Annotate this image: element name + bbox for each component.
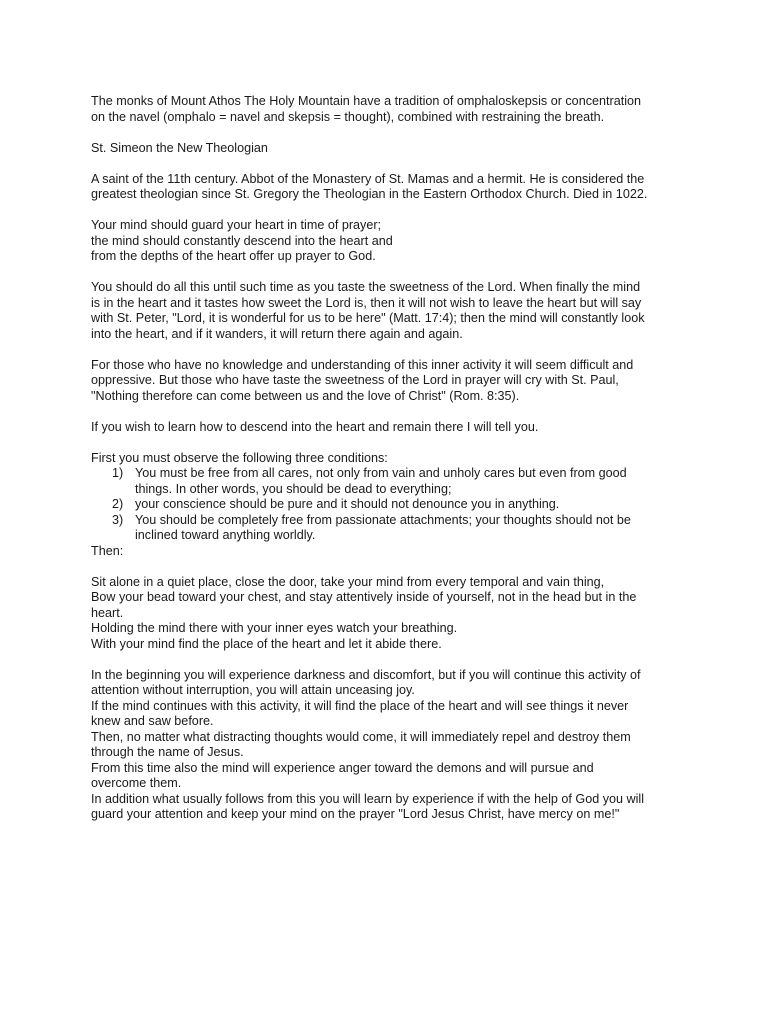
text-line: greatest theologian since St. Gregory the Theologian in the Eastern Orthodox Church. Died in 1022.	[91, 187, 648, 201]
intro-paragraph	[91, 94, 681, 125]
text-line: into the heart, and if it wanders, it will return there again and again.	[91, 326, 463, 341]
text-line: "Nothing therefore can come between us and the love of Christ" (Rom. 8:35).	[91, 388, 520, 403]
text-line: oppressive. But those who have taste the sweetness of the Lord in prayer will cry with St. Paul,	[91, 373, 619, 387]
text-line: through the name of Jesus.	[91, 745, 244, 759]
text-line: In the beginning you will experience darkness and discomfort, but if you will continue this activity of	[91, 667, 641, 682]
document-page	[91, 94, 681, 838]
text-line: your conscience should be pure and it should not denounce you in anything.	[135, 497, 560, 511]
sweetness-paragraph	[91, 280, 681, 342]
outcome-paragraph	[91, 668, 681, 823]
descend-paragraph: If you wish to learn how to descend into the heart and remain there I will tell you.	[91, 419, 539, 434]
conditions-section	[91, 451, 681, 560]
instructions-paragraph	[91, 575, 681, 653]
text-line: heart.	[91, 605, 124, 620]
list-item	[91, 466, 681, 497]
list-number: 1)	[112, 466, 124, 480]
inner-activity-paragraph	[91, 358, 681, 405]
text-line: The monks of Mount Athos The Holy Mountain have a tradition of omphaloskepsis or concentration	[91, 94, 641, 108]
conditions-intro: First you must observe the following three conditions:	[91, 450, 388, 465]
text-line: You must be free from all cares, not only from vain and unholy cares but even from good	[135, 466, 627, 480]
text-line: You should do all this until such time as you taste the sweetness of the Lord. When finally the mind	[91, 280, 641, 294]
text-line: the mind should constantly descend into the heart and	[91, 233, 393, 248]
text-line: For those who have no knowledge and understanding of this inner activity it will seem difficult and	[91, 357, 634, 372]
text-line: overcome them.	[91, 776, 182, 790]
text-line: from the depths of the heart offer up prayer to God.	[91, 249, 376, 263]
list-item	[91, 497, 681, 513]
text-line: guard your attention and keep your mind on the prayer "Lord Jesus Christ, have mercy on me!"	[91, 807, 620, 821]
text-line: You should be completely free from passionate attachments; your thoughts should not be	[135, 512, 631, 527]
conditions-list	[91, 466, 681, 544]
list-item	[91, 513, 681, 544]
text-line: Holding the mind there with your inner eyes watch your breathing.	[91, 621, 458, 635]
text-line: attention without interruption, you will attain unceasing joy.	[91, 683, 415, 697]
text-line: From this time also the mind will experience anger toward the demons and will pursue and	[91, 760, 594, 775]
list-number: 3)	[112, 512, 124, 527]
text-line: Bow your bead toward your chest, and stay attentively inside of yourself, not in the head but in the	[91, 590, 637, 604]
text-line: inclined toward anything worldly.	[135, 528, 316, 542]
list-number: 2)	[112, 497, 124, 511]
text-line: With your mind find the place of the heart and let it abide there.	[91, 636, 442, 651]
then-label: Then:	[91, 543, 124, 558]
section-heading: St. Simeon the New Theologian	[91, 140, 268, 155]
text-line: A saint of the 11th century. Abbot of the Monastery of St. Mamas and a hermit. He is considered the	[91, 171, 645, 186]
text-line: with St. Peter, "Lord, it is wonderful for us to be here" (Matt. 17:4); then the mind will constantly look	[91, 311, 645, 325]
text-line: If the mind continues with this activity, it will find the place of the heart and will see things it never	[91, 698, 629, 713]
biography-paragraph	[91, 172, 681, 203]
guard-heart-paragraph	[91, 218, 681, 265]
text-line: Then, no matter what distracting thoughts would come, it will immediately repel and destroy them	[91, 729, 631, 744]
text-line: things. In other words, you should be dead to everything;	[135, 481, 452, 496]
text-line: Your mind should guard your heart in time of prayer;	[91, 218, 382, 232]
text-line: knew and saw before.	[91, 714, 214, 728]
text-line: on the navel (omphalo = navel and skepsis = thought), combined with restraining the breath.	[91, 109, 605, 124]
text-line: In addition what usually follows from this you will learn by experience if with the help of God you will	[91, 791, 644, 806]
text-line: is in the heart and it tastes how sweet the Lord is, then it will not wish to leave the heart but will say	[91, 295, 642, 310]
text-line: Sit alone in a quiet place, close the door, take your mind from every temporal and vain thing,	[91, 574, 605, 589]
